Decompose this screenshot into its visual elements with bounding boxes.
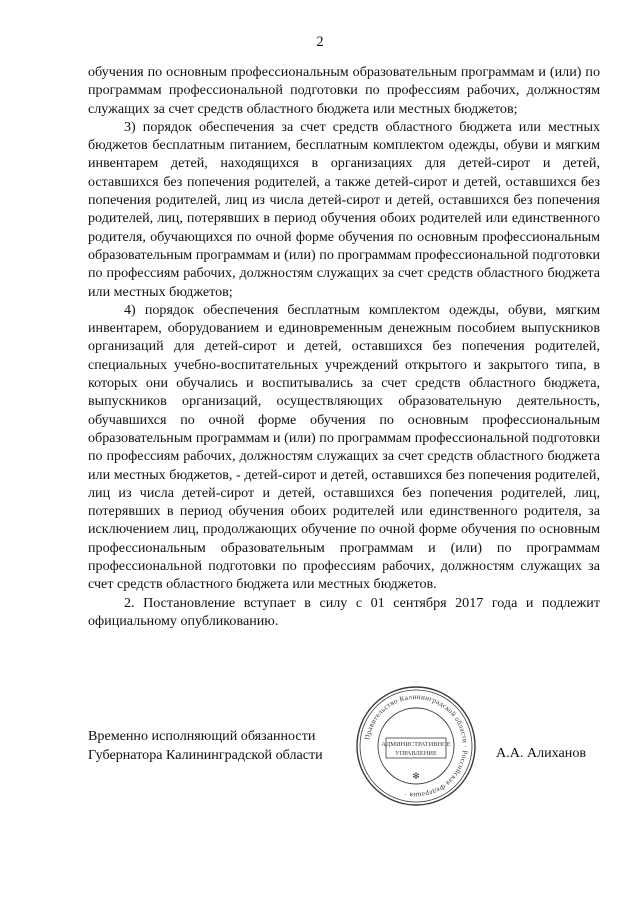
seal-center-line-1: АДМИНИСТРАТИВНОЕ (381, 741, 451, 748)
document-body (88, 63, 600, 630)
paragraph-item-4: 4) порядок обеспечения бесплатным комплектом одежды, обуви, мягким инвентарем, оборудованием и единовременным денежным пособием выпускников организаций для детей-сирот и детей, оставшихся без попечения родителей, специальных учебно-воспитательных учреждений открытого и закрытого типа, в которых они обучались и воспитывались за счет средств областного бюджета, выпускников организаций, осуществляющих образовательную деятельность, обучавшихся по очной форме обучения по основным профессиональным образовательным программам и (или) по программам профессиональной подготовки по профессиям рабочих, должностям служащих за счет средств областного бюджета или местных бюджетов, - детей-сирот и детей, оставшихся без попечения родителей, лиц из числа детей-сирот и детей, оставшихся без попечения родителей, лиц, потерявших в период обучения обоих родителей или единственного родителя, за исключением лиц, продолжающих обучение по очной форме обучения по основным профессиональным образовательным программам и (или) по программам профессиональной подготовки по профессиям рабочих, должностям служащих за счет средств областного бюджета или местных бюджетов. (88, 301, 600, 593)
paragraph-item-3: 3) порядок обеспечения за счет средств областного бюджета или местных бюджетов бесплатным питанием, бесплатным комплектом одежды, обуви и мягким инвентарем детей, находящихся в организациях для детей-сирот и детей, оставшихся без попечения родителей, а также детей-сирот и детей, оставшихся без попечения родителей, лиц из числа детей-сирот и детей, оставшихся без попечения родителей, лиц, потерявших в период обучения обоих родителей или единственного родителя, обучающихся по очной форме обучения по основным профессиональным образовательным программам и (или) по программам профессиональной подготовки по профессиям рабочих, должностям служащих за счет средств областного бюджета или местных бюджетов; (88, 118, 600, 300)
paragraph-continuation: обучения по основным профессиональным образовательным программам и (или) по программам профессиональной подготовки по профессиям рабочих, должностям служащих за счет средств областного бюджета или местных бюджетов; (88, 64, 600, 117)
seal-center-line-2: УПРАВЛЕНИЕ (395, 750, 437, 757)
official-seal (354, 684, 478, 808)
signatory-position-line-1: Временно исполняющий обязанности (88, 728, 316, 744)
signatory-position-line-2: Губернатора Калининградской области (88, 746, 323, 763)
page-number: 2 (316, 34, 324, 50)
paragraph-effective-date: 2. Постановление вступает в силу с 01 сентября 2017 года и подлежит официальному опубликованию. (88, 594, 600, 629)
seal-outer-text: Правительство Калининградской области · Российская Федерация · (363, 692, 470, 800)
signatory-position (88, 727, 323, 764)
seal-star-icon: ✻ (412, 772, 420, 782)
signatory-name: А.А. Алиханов (496, 745, 587, 761)
